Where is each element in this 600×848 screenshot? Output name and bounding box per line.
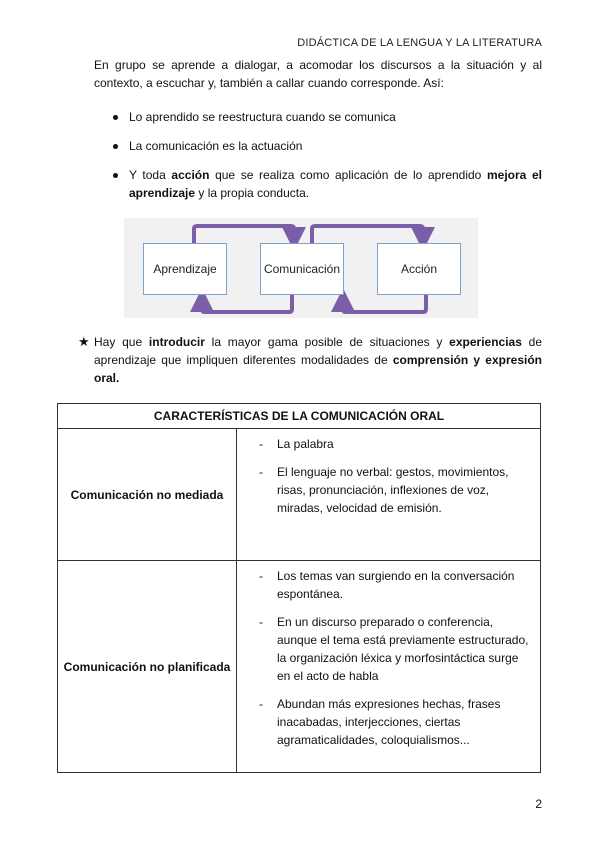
arrow-comunicacion-to-accion xyxy=(312,226,423,243)
table-row xyxy=(58,561,541,773)
bullet-text: y la propia conducta. xyxy=(195,186,310,200)
page-number: 2 xyxy=(535,797,542,811)
list-item xyxy=(259,567,530,603)
paragraph-text: Hay que xyxy=(94,335,149,349)
item-text: Abundan más expresiones hechas, frases inacabadas, interjecciones, ciertas agramaticalidades, coloquialismos... xyxy=(277,697,501,747)
row-label: Comunicación no planificada xyxy=(58,561,237,773)
box-aprendizaje: Aprendizaje xyxy=(143,243,227,295)
item-text: La palabra xyxy=(277,437,334,451)
arrow-accion-to-comunicacion xyxy=(343,295,426,312)
row-content xyxy=(237,429,541,561)
paragraph-text: de aprendizaje que impliquen diferentes modalidades de xyxy=(94,335,543,367)
intro-paragraph: En grupo se aprende a dialogar, a acomodar los discursos a la situación y al contexto, a escuchar y, también a callar cuando corresponde. Así: xyxy=(94,58,542,90)
bullet-list xyxy=(110,108,542,202)
box-comunicacion: Comunicación xyxy=(260,243,344,295)
bullet-item: La comunicación es la actuación xyxy=(110,137,542,155)
item-text: El lenguaje no verbal: gestos, movimientos, risas, pronunciación, inflexiones de voz, miradas, velocidad de emisión. xyxy=(277,465,509,515)
list-item xyxy=(259,695,530,749)
item-text: En un discurso preparado o conferencia, aunque el tema está previamente estructurado, la organización léxica y morfosintáctica surge en el acto de habla xyxy=(277,615,529,683)
table-title: CARACTERÍSTICAS DE LA COMUNICACIÓN ORAL xyxy=(58,404,541,429)
paragraph-bold-text: introducir xyxy=(148,335,205,349)
dash-marker: - xyxy=(259,437,263,451)
arrow-aprendizaje-to-comunicacion xyxy=(194,226,294,243)
star-icon: ★ xyxy=(78,334,90,349)
bullet-text: Y toda xyxy=(129,168,172,182)
cycle-diagram xyxy=(124,218,478,318)
paragraph-bold-text: comprensión y expresión oral. xyxy=(94,353,542,385)
row-content xyxy=(237,561,541,773)
star-paragraph xyxy=(78,333,542,387)
table-row xyxy=(58,429,541,561)
dash-marker: - xyxy=(259,569,263,583)
paragraph-bold-text: experiencias xyxy=(449,335,522,349)
dash-marker: - xyxy=(259,615,263,629)
star-paragraph-text xyxy=(94,333,542,387)
bullet-text: que se realiza como aplicación de lo aprendido xyxy=(209,168,487,182)
dash-marker: - xyxy=(259,465,263,479)
row-label: Comunicación no mediada xyxy=(58,429,237,561)
list-item xyxy=(259,435,530,453)
paragraph-text: la mayor gama posible de situaciones y xyxy=(204,335,450,349)
list-item xyxy=(259,463,530,517)
dash-marker: - xyxy=(259,697,263,711)
item-text: Los temas van surgiendo en la conversación espontánea. xyxy=(277,569,515,601)
characteristics-table xyxy=(57,403,541,773)
running-header: DIDÁCTICA DE LA LENGUA Y LA LITERATURA xyxy=(297,37,542,49)
bullet-item xyxy=(110,166,542,202)
bullet-bold-text: acción xyxy=(171,168,210,182)
list-item xyxy=(259,613,530,685)
arrow-comunicacion-to-aprendizaje xyxy=(202,295,292,312)
bullet-bold-text: mejora el aprendizaje xyxy=(129,168,542,200)
bullet-item: Lo aprendido se reestructura cuando se comunica xyxy=(110,108,542,126)
box-accion: Acción xyxy=(377,243,461,295)
